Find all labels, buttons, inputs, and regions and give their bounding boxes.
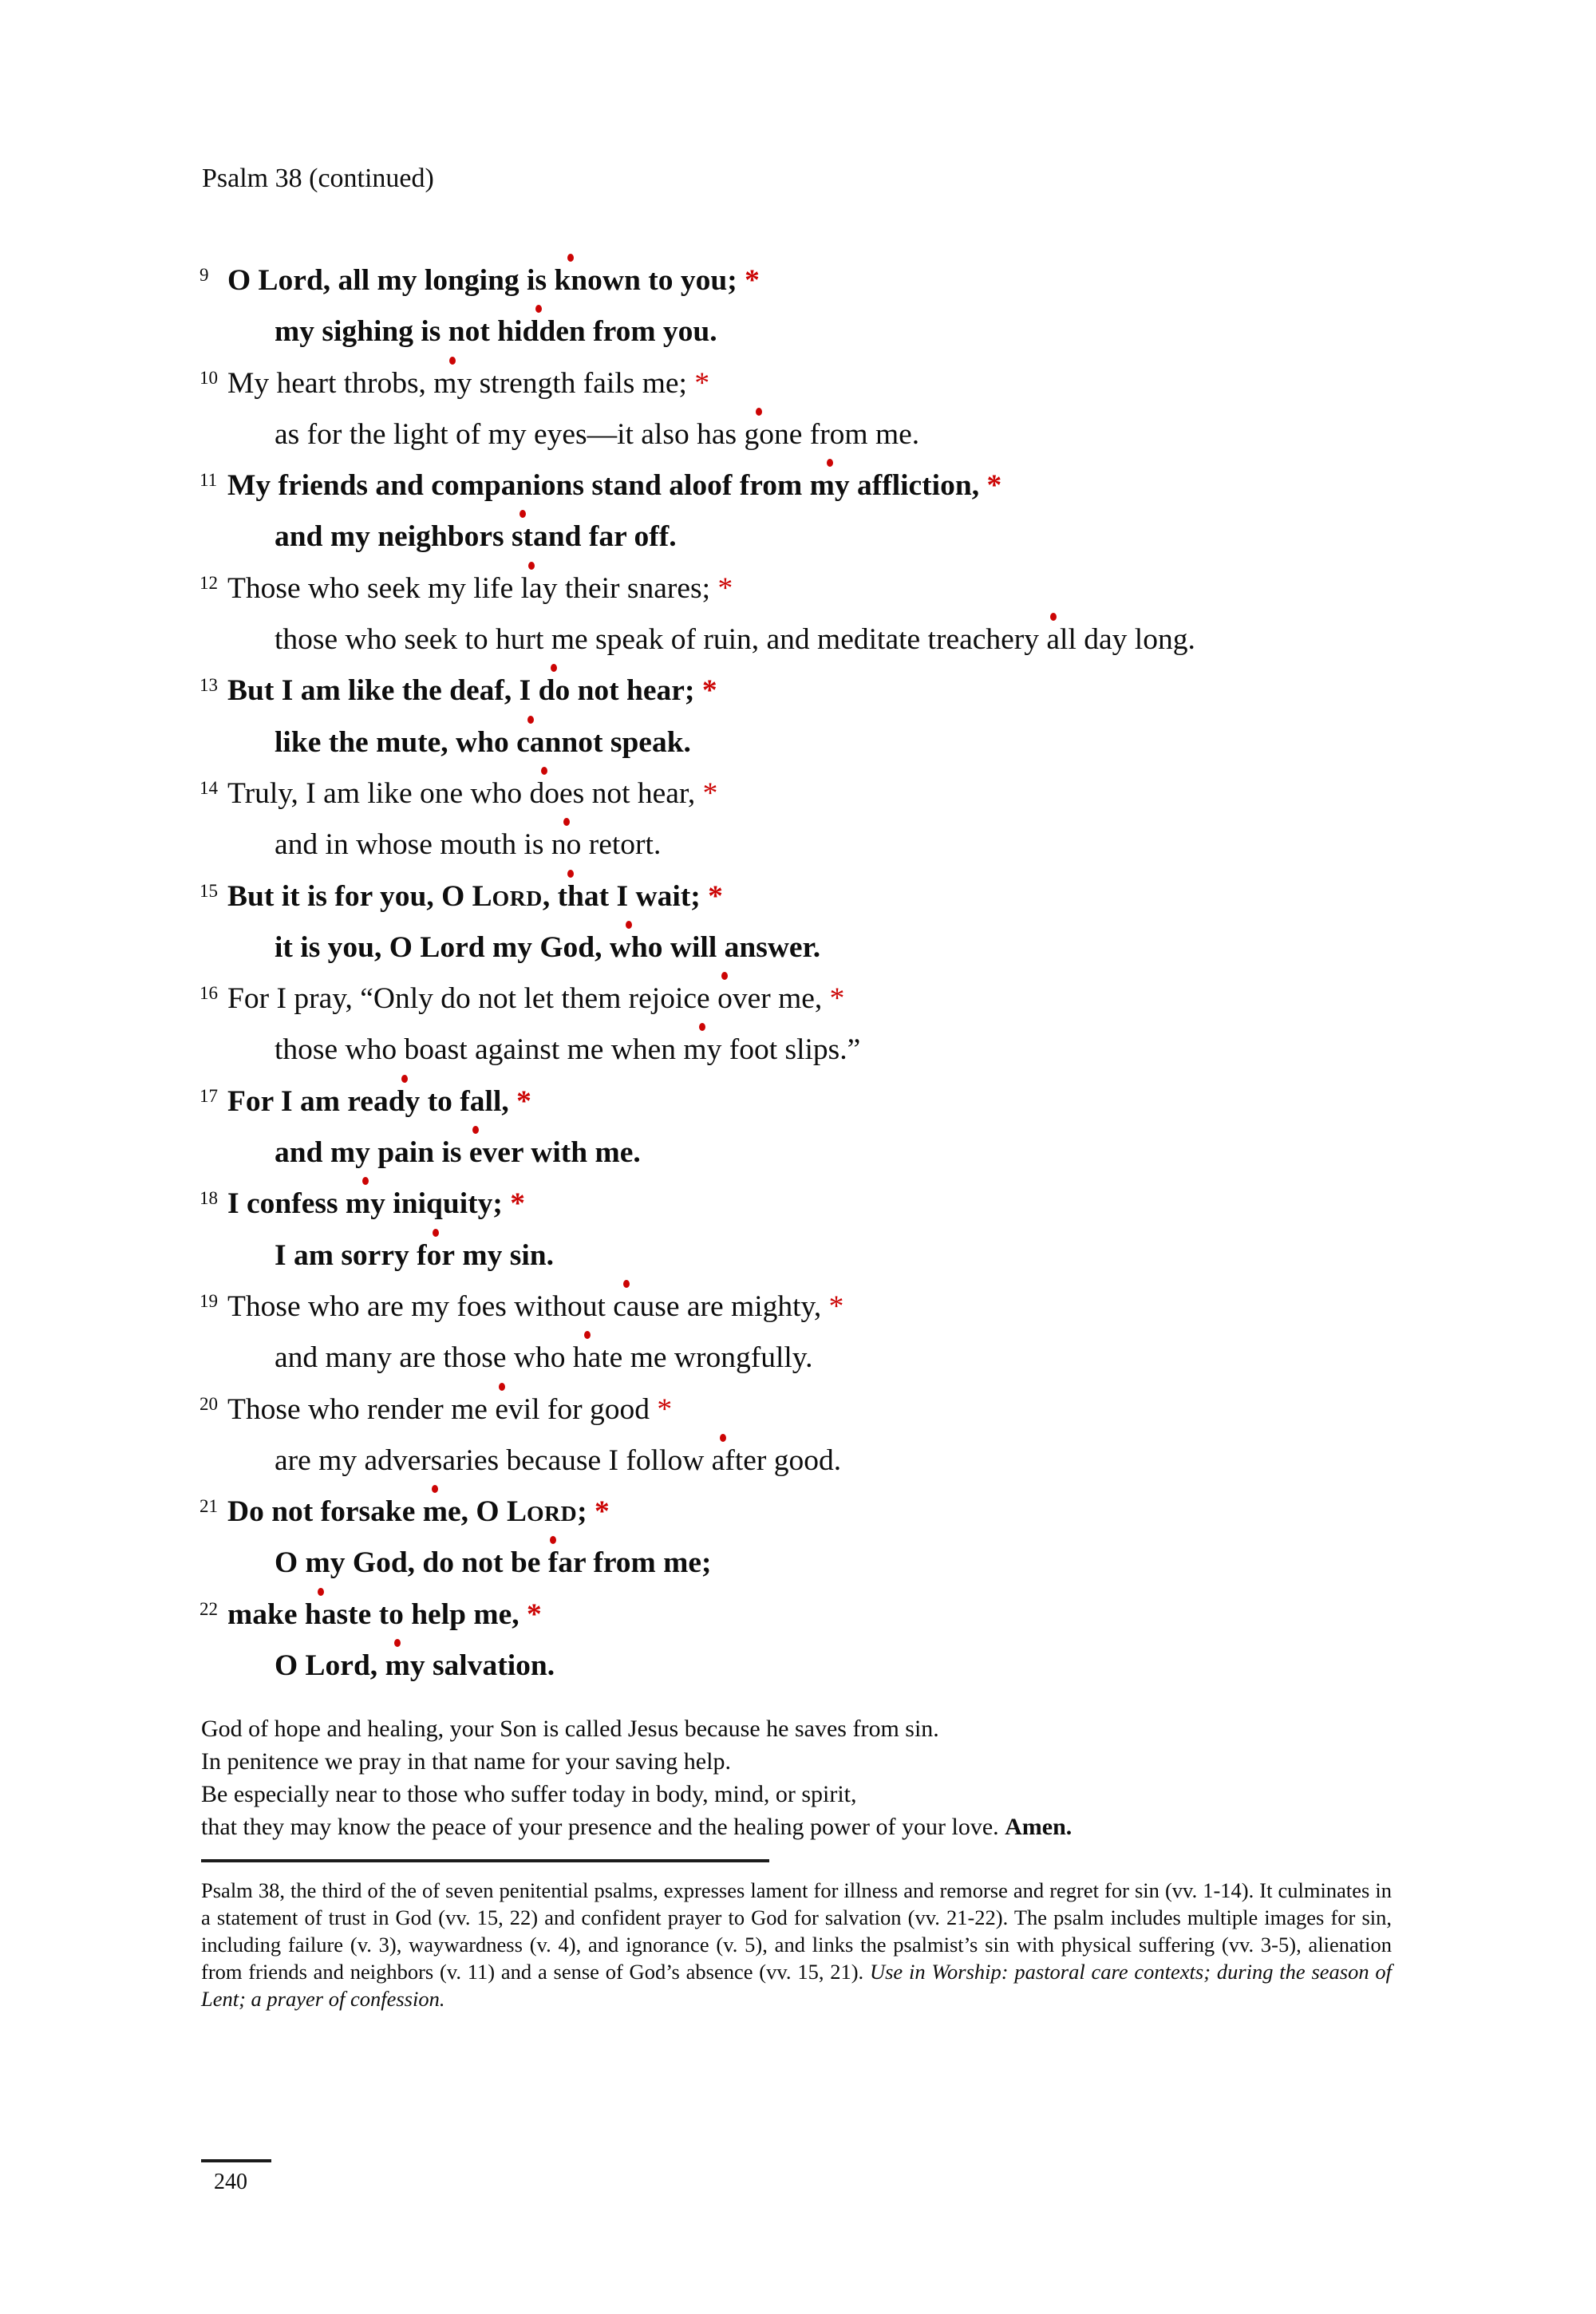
small-caps-lord: ORD bbox=[492, 886, 543, 911]
psalm-verse-16-line-2 bbox=[201, 1025, 1195, 1076]
pointing-asterisk: * bbox=[510, 1187, 525, 1221]
psalm-verse-10-line-1 bbox=[201, 358, 1195, 409]
pointing-asterisk: * bbox=[745, 264, 760, 297]
prayer-line-4 bbox=[201, 1811, 1446, 1843]
psalm-text-segment: to fall, bbox=[420, 1084, 517, 1118]
psalm-text-segment: as for the light of my eyes—it also has bbox=[275, 417, 745, 451]
verse-number: 13 bbox=[200, 675, 218, 696]
psalm-verse-20-line-1 bbox=[201, 1384, 1195, 1435]
psalm-text-segment: Those who seek my life bbox=[227, 571, 521, 605]
chant-point-dot: th bbox=[557, 879, 584, 913]
verse-number: 18 bbox=[200, 1188, 218, 1209]
chant-point-dot: my bbox=[683, 1033, 722, 1067]
verse-number: 14 bbox=[200, 777, 218, 798]
prayer-text: God of hope and healing, your Son is called Jesus because he saves from sin. bbox=[201, 1716, 939, 1742]
psalm-verse-12-line-2 bbox=[201, 614, 1195, 665]
chant-point-dot: for bbox=[417, 1238, 455, 1272]
pointing-asterisk: * bbox=[694, 366, 710, 400]
psalm-verse-22-line-2 bbox=[201, 1641, 1195, 1692]
psalm-verse-17-line-2 bbox=[201, 1127, 1195, 1179]
pointing-asterisk: * bbox=[829, 982, 845, 1016]
psalm-text-segment: e, O L bbox=[448, 1495, 527, 1529]
chant-point-dot: dy bbox=[388, 1084, 421, 1118]
psalm-text-segment: I am sorry bbox=[275, 1238, 417, 1272]
prayer-text: that they may know the peace of your presence and the healing power of your love. bbox=[201, 1814, 1005, 1840]
psalm-text-segment: es not hear, bbox=[559, 776, 703, 810]
footnote bbox=[201, 1877, 1392, 2012]
psalm-text-segment: y their snares; bbox=[542, 571, 718, 605]
psalm-text-segment: My heart throbs, bbox=[227, 366, 434, 400]
verse-number: 21 bbox=[200, 1496, 218, 1517]
verse-number: 11 bbox=[200, 470, 218, 491]
chant-point-dot: o bbox=[717, 982, 733, 1016]
psalm-verse-12-line-1 bbox=[201, 563, 1195, 614]
psalm-text-segment: like the mute, who bbox=[275, 725, 517, 759]
psalm-verse-22-line-1 bbox=[201, 1589, 1195, 1641]
psalm-text-segment: ; bbox=[577, 1495, 595, 1529]
psalm-text-segment: my sin. bbox=[454, 1238, 554, 1272]
psalm-verse-10-line-2 bbox=[201, 409, 1195, 460]
small-caps-lord: ORD bbox=[526, 1502, 578, 1527]
prayer-line-2 bbox=[201, 1745, 1446, 1778]
chant-point-dot: f bbox=[547, 1546, 559, 1580]
psalm-text-segment: those who seek to hurt me speak of ruin, and meditate treachery bbox=[275, 623, 1047, 657]
pointing-asterisk: * bbox=[657, 1392, 673, 1426]
chant-point-dot: do bbox=[538, 674, 571, 708]
psalm-text-segment: Those who render me bbox=[227, 1392, 496, 1426]
pointing-asterisk: * bbox=[595, 1495, 610, 1529]
psalm-text-segment: are my adversaries because I follow bbox=[275, 1443, 712, 1477]
psalm-text-segment: nnot speak. bbox=[544, 725, 691, 759]
psalm-text-segment: O Lord, all my longing is bbox=[227, 264, 555, 297]
psalm-text-segment: it is you, O Lord my God, bbox=[275, 930, 610, 964]
chant-point-dot: st bbox=[511, 520, 534, 554]
psalm-text-segment: iniquity; bbox=[385, 1187, 511, 1221]
page-number-rule bbox=[201, 2159, 271, 2162]
psalm-text-segment: not hear; bbox=[570, 674, 702, 708]
psalm-text-segment: and many are those who bbox=[275, 1341, 573, 1375]
prayer-line-1 bbox=[201, 1712, 1446, 1745]
footnote-separator-rule bbox=[201, 1859, 769, 1862]
psalm-text-segment: vil for good bbox=[508, 1392, 658, 1426]
verse-number: 20 bbox=[200, 1393, 218, 1414]
psalm-verse-17-line-1 bbox=[201, 1076, 1195, 1127]
psalm-text-segment: I confess bbox=[227, 1187, 346, 1221]
psalm-text-segment: en from you. bbox=[555, 315, 717, 349]
psalm-text-segment: own to you; bbox=[587, 264, 745, 297]
psalm-verse-11-line-1 bbox=[201, 460, 1195, 511]
chant-point-dot: af bbox=[711, 1443, 735, 1477]
psalm-verse-11-line-2 bbox=[201, 511, 1195, 563]
psalm-text-segment: and my pain is bbox=[275, 1136, 469, 1170]
psalm-text-segment: For I pray, “Only do not let them rejoice bbox=[227, 982, 718, 1016]
pointing-asterisk: * bbox=[708, 879, 723, 913]
psalm-verse-19-line-2 bbox=[201, 1333, 1195, 1384]
footnote-use-in-worship: Use in Worship: pastoral care contexts; during the season of Lent; a prayer of confession. bbox=[201, 1960, 1392, 2011]
pointing-asterisk: * bbox=[702, 776, 718, 810]
prayer-text: In penitence we pray in that name for your saving help. bbox=[201, 1748, 731, 1775]
psalm-text-segment: ver with me. bbox=[482, 1136, 641, 1170]
chant-point-dot: ca bbox=[516, 725, 545, 759]
psalm-text-segment: ver me, bbox=[732, 982, 830, 1016]
verse-number: 9 bbox=[200, 265, 209, 285]
chant-point-dot: e bbox=[468, 1136, 483, 1170]
psalm-text-segment: Do not forsake bbox=[227, 1495, 423, 1529]
pointing-asterisk: * bbox=[526, 1597, 542, 1631]
pointing-asterisk: * bbox=[986, 469, 1002, 503]
amen-text: Amen. bbox=[1005, 1814, 1073, 1840]
psalm-text-segment: those who boast against me when bbox=[275, 1033, 684, 1067]
pointing-asterisk: * bbox=[717, 571, 733, 605]
psalm-text-segment: affliction, bbox=[849, 469, 987, 503]
chant-point-dot: do bbox=[529, 776, 559, 810]
chant-point-dot: my bbox=[345, 1187, 385, 1221]
pointing-asterisk: * bbox=[828, 1289, 844, 1323]
chant-point-dot: la bbox=[520, 571, 543, 605]
psalm-text-segment: Truly, I am like one who bbox=[227, 776, 530, 810]
psalm-verse-18-line-2 bbox=[201, 1230, 1195, 1281]
psalm-text-segment: o will answer. bbox=[647, 930, 821, 964]
psalm-text-segment: , bbox=[542, 879, 558, 913]
psalm-text-segment: My friends and companions stand aloof from bbox=[227, 469, 810, 503]
chant-point-dot: go bbox=[744, 417, 774, 451]
page-number: 240 bbox=[214, 2170, 247, 2194]
chant-point-dot: kn bbox=[554, 264, 588, 297]
psalm-verse-16-line-1 bbox=[201, 973, 1195, 1025]
psalm-text-segment: But it is for you, O L bbox=[227, 879, 492, 913]
chant-point-dot: dd bbox=[522, 315, 556, 349]
psalm-text-segment: make bbox=[227, 1597, 305, 1631]
psalm-text-segment: use are mighty, bbox=[639, 1289, 829, 1323]
psalm-verse-14-line-1 bbox=[201, 768, 1195, 819]
psalm-text-segment: strength fails me; bbox=[472, 366, 695, 400]
verse-number: 19 bbox=[200, 1290, 218, 1311]
psalm-verse-18-line-1 bbox=[201, 1179, 1195, 1230]
psalm-verse-20-line-2 bbox=[201, 1435, 1195, 1487]
psalm-verse-15-line-2 bbox=[201, 922, 1195, 973]
verse-number: 15 bbox=[200, 880, 218, 901]
chant-point-dot: wh bbox=[609, 930, 648, 964]
chant-point-dot: my bbox=[433, 366, 472, 400]
psalm-text-segment: For I am rea bbox=[227, 1084, 389, 1118]
psalm-verse-13-line-1 bbox=[201, 665, 1195, 717]
verse-number: 17 bbox=[200, 1085, 218, 1106]
chant-point-dot: ca bbox=[613, 1289, 640, 1323]
psalm-verse-9-line-1 bbox=[201, 255, 1195, 306]
psalm-text-segment: y salvation. bbox=[409, 1649, 555, 1683]
psalm-text-segment: Those who are my foes without bbox=[227, 1289, 614, 1323]
chant-point-dot: no bbox=[551, 828, 582, 862]
chant-point-dot: ha bbox=[572, 1341, 602, 1375]
psalm-text-segment: ne from me. bbox=[773, 417, 920, 451]
psalm-text-segment: and in whose mouth is bbox=[275, 828, 551, 862]
psalm-text-segment: ar from me; bbox=[558, 1546, 712, 1580]
psalm-text bbox=[201, 255, 1195, 1692]
verse-number: 16 bbox=[200, 983, 218, 1004]
chant-point-dot: ha bbox=[304, 1597, 337, 1631]
pointing-asterisk: * bbox=[701, 674, 717, 708]
chant-point-dot: e bbox=[495, 1392, 508, 1426]
page-title: Psalm 38 (continued) bbox=[202, 164, 434, 193]
verse-number: 12 bbox=[200, 572, 218, 593]
psalm-text-segment: ter good. bbox=[734, 1443, 842, 1477]
psalm-text-segment: ll day long. bbox=[1060, 623, 1195, 657]
psalm-text-segment: O Lord, bbox=[275, 1649, 385, 1683]
psalm-verse-15-line-1 bbox=[201, 871, 1195, 922]
psalm-text-segment: foot slips.” bbox=[721, 1033, 861, 1067]
verse-number: 22 bbox=[200, 1598, 218, 1619]
psalm-verse-21-line-2 bbox=[201, 1538, 1195, 1589]
chant-point-dot: m bbox=[385, 1649, 410, 1683]
prayer-text: Be especially near to those who suffer today in body, mind, or spirit, bbox=[201, 1781, 857, 1807]
psalm-verse-21-line-1 bbox=[201, 1487, 1195, 1538]
footnote-text: Psalm 38, the third of the of seven penitential psalms, expresses lament for illness and remorse and regret for sin (vv. 1-14). It culminates in a statement of trust in God (vv. 15, 22) and confident prayer to God for salvation (vv. 21-22). The psalm includes multiple images for sin, including failure (v. 3), waywardness (v. 4), and ignorance (v. 5), and links the psalmist’s sin with physical suffering (vv. 3-5), alienation from friends and neighbors (v. 11) and a sense of God’s absence (vv. 15, 21). bbox=[201, 1878, 1392, 1984]
psalm-text-segment: and far off. bbox=[533, 520, 677, 554]
psalm-text-segment: my sighing is not hi bbox=[275, 315, 523, 349]
psalm-verse-14-line-2 bbox=[201, 819, 1195, 871]
psalm-text-segment: and my neighbors bbox=[275, 520, 512, 554]
prayer-line-3 bbox=[201, 1778, 1446, 1811]
verse-number: 10 bbox=[200, 367, 218, 388]
psalm-verse-13-line-2 bbox=[201, 717, 1195, 768]
psalm-text-segment: at I wait; bbox=[583, 879, 709, 913]
psalm-verse-9-line-2 bbox=[201, 306, 1195, 357]
pointing-asterisk: * bbox=[516, 1084, 531, 1118]
psalm-verse-19-line-1 bbox=[201, 1281, 1195, 1333]
psalm-text-segment: retort. bbox=[581, 828, 662, 862]
psalm-text-segment: But I am like the deaf, I bbox=[227, 674, 539, 708]
prayer bbox=[201, 1712, 1446, 1843]
psalm-text-segment: O my God, do not be bbox=[275, 1546, 548, 1580]
chant-point-dot: m bbox=[422, 1495, 448, 1529]
chant-point-dot: a bbox=[1046, 623, 1061, 657]
psalm-text-segment: ste to help me, bbox=[336, 1597, 527, 1631]
psalm-text-segment: te me wrongfully. bbox=[601, 1341, 813, 1375]
chant-point-dot: my bbox=[809, 469, 850, 503]
